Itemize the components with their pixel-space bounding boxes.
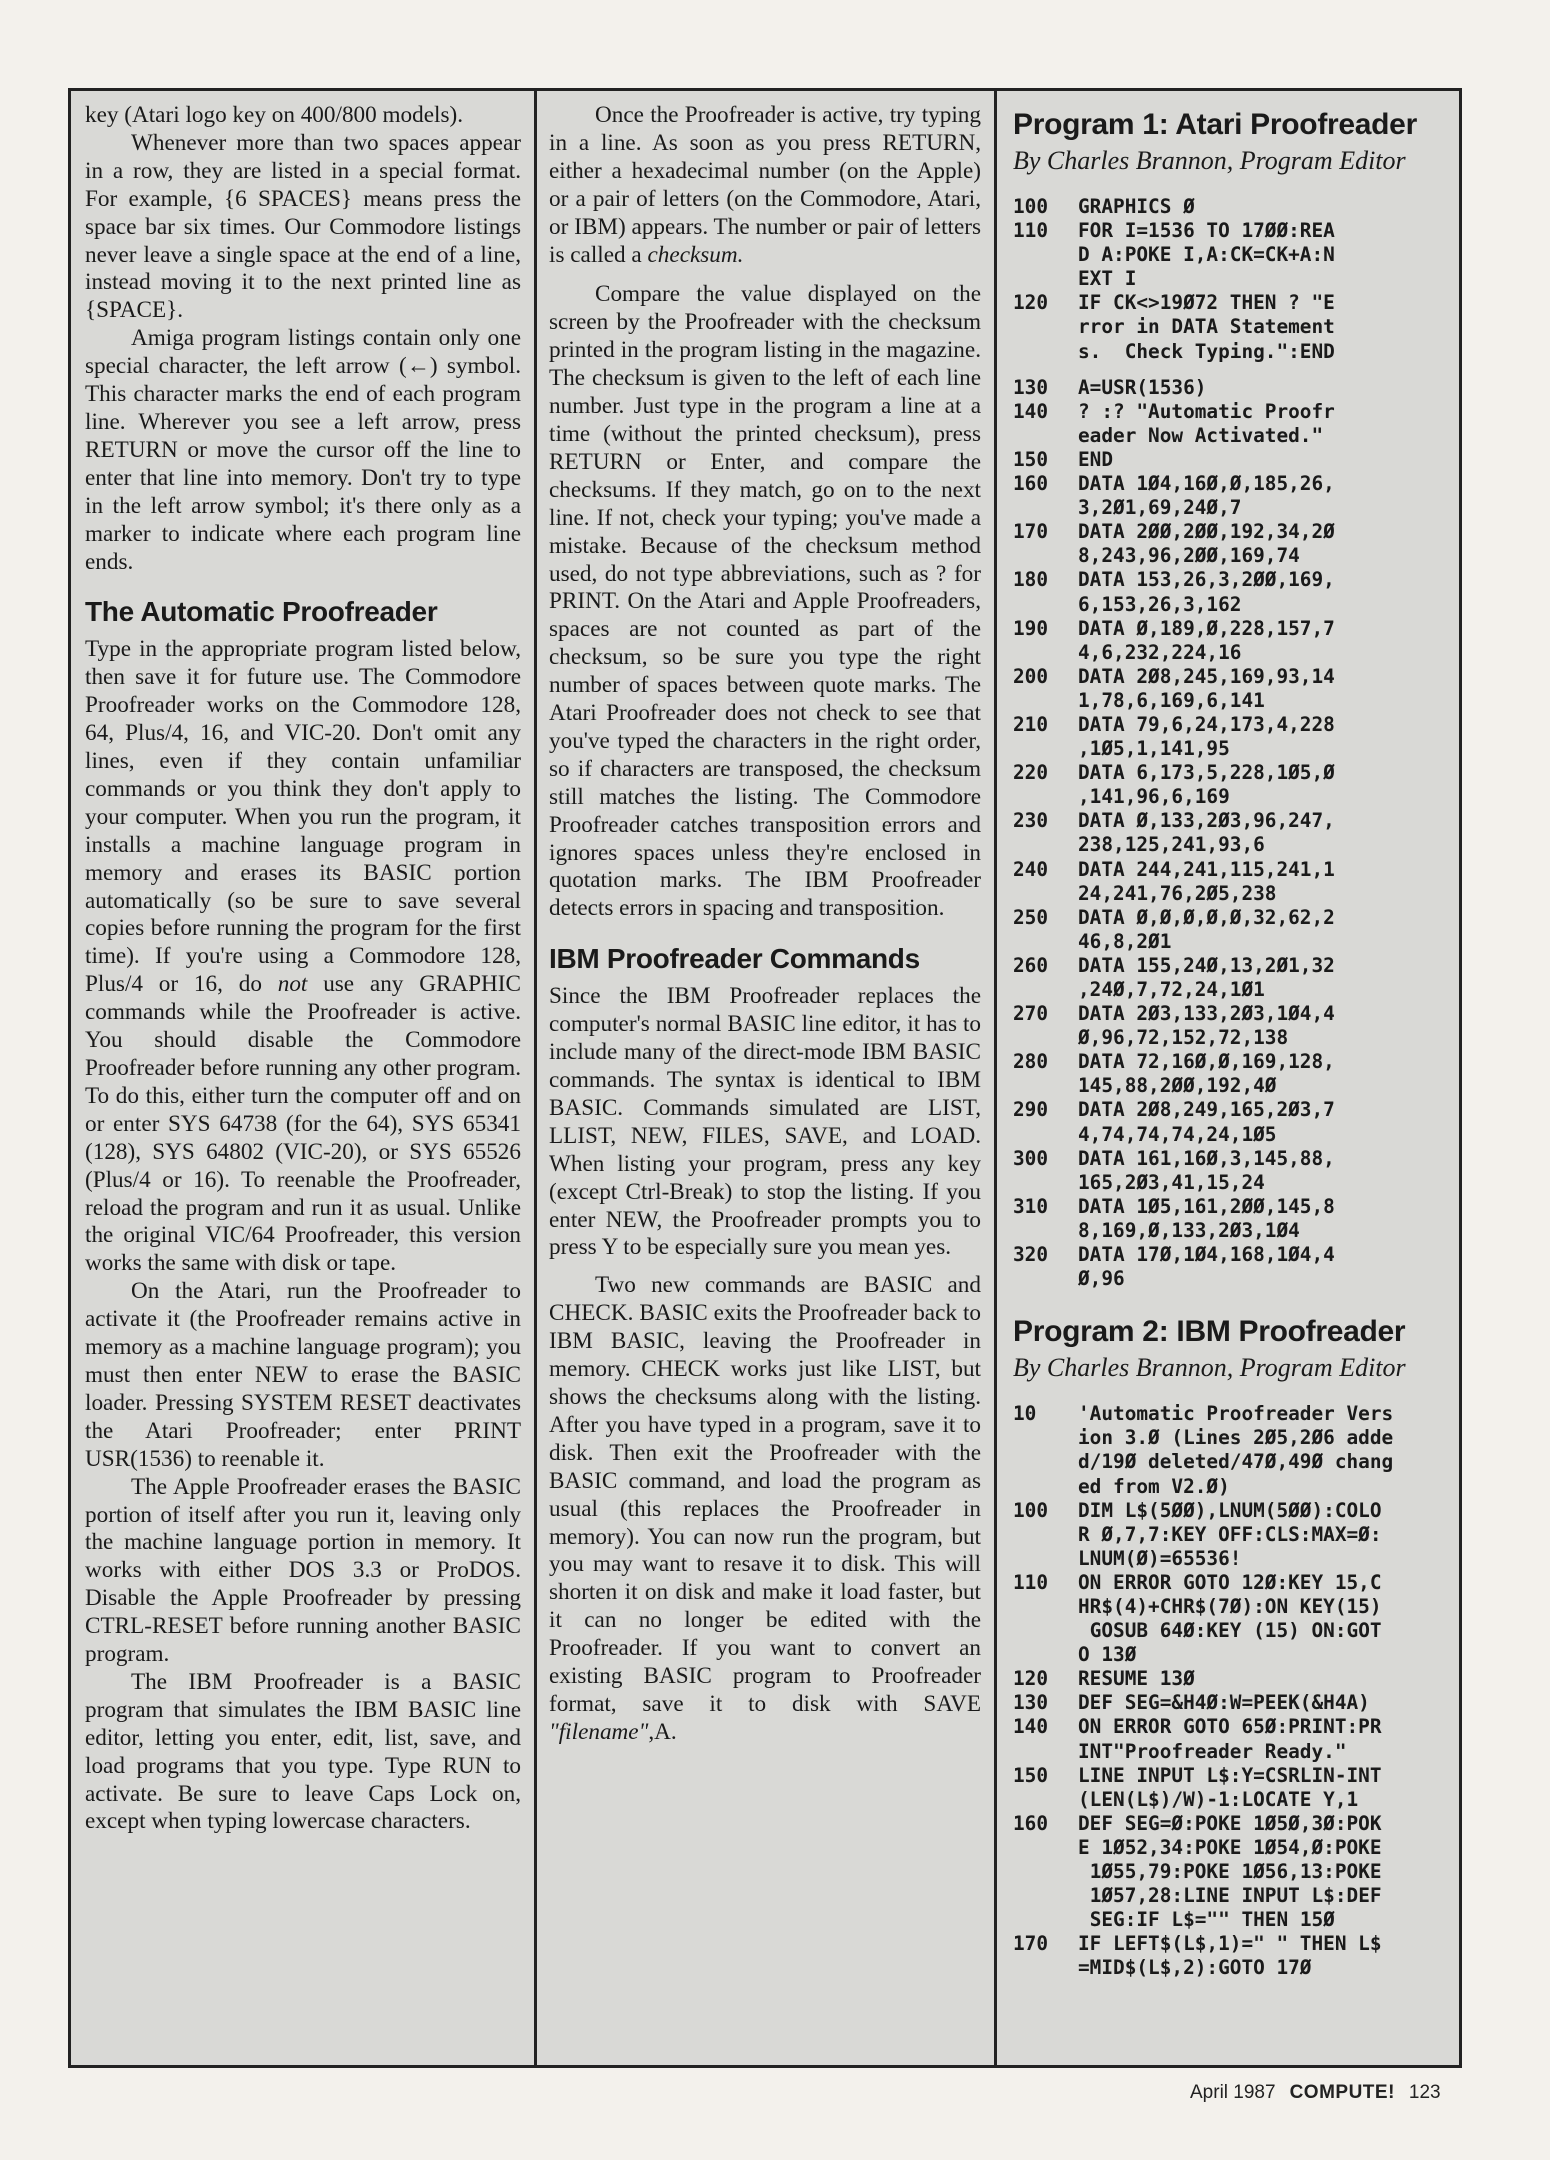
line-number: 170 bbox=[1013, 520, 1049, 544]
column-2 bbox=[535, 88, 995, 2068]
code-line bbox=[1013, 1667, 1450, 1691]
line-number: 190 bbox=[1013, 616, 1049, 640]
line-number: 120 bbox=[1013, 291, 1049, 315]
paragraph: The Apple Proofreader erases the BASIC portion of itself after you run it, leaving only the machine language portion in memory. It works with either DOS 3.3 or ProDOS. Disable the Apple Proofreader by pressing CTRL-RESET before running another BASIC program. bbox=[85, 1473, 521, 1668]
code-line bbox=[1013, 1147, 1450, 1195]
line-code: A=USR(1536) bbox=[1078, 375, 1207, 399]
line-number: 140 bbox=[1013, 399, 1049, 423]
code-line bbox=[1013, 1764, 1450, 1812]
issue-date: April 1987 bbox=[1190, 2082, 1276, 2103]
code-line bbox=[1013, 291, 1450, 363]
line-number: 130 bbox=[1013, 375, 1049, 399]
line-number: 240 bbox=[1013, 857, 1049, 881]
line-code: DIM L$(5ØØ),LNUM(5ØØ):COLO R Ø,7,7:KEY OFF:CLS:MAX=Ø: LNUM(Ø)=65536! bbox=[1078, 1498, 1382, 1570]
line-number: 160 bbox=[1013, 472, 1049, 496]
program-2-title: Program 2: IBM Proofreader bbox=[1013, 1315, 1406, 1349]
line-number: 110 bbox=[1013, 219, 1049, 243]
code-line bbox=[1013, 448, 1450, 472]
line-code: DATA 1Ø4,16Ø,Ø,185,26, 3,2Ø1,69,24Ø,7 bbox=[1078, 472, 1335, 520]
paragraph: The IBM Proofreader is a BASIC program that simulates the IBM BASIC line editor, letting you enter, edit, list, save, and load programs that you type. Type RUN to activate. Be sure to leave Caps Lock on, except when typing lowercase characters. bbox=[85, 1668, 521, 1835]
emphasis-filename: "filename" bbox=[549, 1718, 649, 1745]
line-number: 250 bbox=[1013, 905, 1049, 929]
line-number: 110 bbox=[1013, 1570, 1049, 1594]
section-heading-ibm-commands: IBM Proofreader Commands bbox=[549, 943, 920, 975]
line-code: DATA 79,6,24,173,4,228 ,1Ø5,1,141,95 bbox=[1078, 712, 1335, 761]
line-code: DATA 244,241,115,241,1 24,241,76,2Ø5,238 bbox=[1078, 857, 1335, 905]
line-code: ? :? "Automatic Proofr eader Now Activated." bbox=[1078, 399, 1335, 447]
line-code: DATA 2Ø8,245,169,93,14 1,78,6,169,6,141 bbox=[1078, 664, 1335, 712]
code-line bbox=[1013, 1691, 1450, 1715]
paragraph: Compare the value displayed on the screen by the Proofreader with the checksum printed in the program listing in the magazine. The checksum is given to the left of each line number. Just type in the program a line at a time (without the printed checksum), press RETURN or Enter, and compare the checksums. If they match, go on to the next line. If not, check your typing; you've made a mistake. Because of the checksum method used, do not type abbreviations, such as ? for PRINT. On the Atari and Apple Proofreaders, spaces are not counted as part of the checksum, so be sure you type the right number of spaces between quote marks. The Atari Proofreader does not check to see that you've typed the characters in the right order, so if characters are transposed, the checksum still matches the listing. The Commodore Proofreader catches transposition errors and ignores spaces unless they're enclosed in quotation marks. The IBM Proofreader detects errors in spacing and transposition. bbox=[549, 281, 981, 922]
program-2-listing bbox=[1013, 1402, 1450, 1980]
code-line bbox=[1013, 906, 1450, 954]
paragraph: Whenever more than two spaces appear in a row, they are listed in a special format. For example, {6 SPACES} means press the space bar six times. Our Commodore listings never leave a single space at the end of a line, instead moving it to the next printed line as {SPACE}. bbox=[85, 129, 521, 324]
line-number: 220 bbox=[1013, 761, 1049, 785]
code-line bbox=[1013, 809, 1450, 857]
text-run: Two new commands are BASIC and CHECK. BASIC exits the Proofreader back to IBM BASIC, leaving the Proofreader in memory. CHECK works just like LIST, but shows the checksums along with the listing. After you have typed in a program, save it to disk. Then exit the Proofreader with the BASIC command, and load the program as usual (this replaces the Proofreader in memory). You can now run the program, but you may want to resave it to disk. This will shorten it on disk and make it load faster, but it can no longer be edited with the Proofreader. If you want to convert an existing BASIC program to Proofreader format, save it to disk with SAVE bbox=[549, 1272, 981, 1717]
program-1-byline: By Charles Brannon, Program Editor bbox=[1013, 146, 1406, 175]
line-number: 150 bbox=[1013, 1763, 1049, 1787]
line-code: DATA 6,173,5,228,1Ø5,Ø ,141,96,6,169 bbox=[1078, 761, 1335, 809]
line-code: LINE INPUT L$:Y=CSRLIN-INT (LEN(L$)/W)-1:LOCATE Y,1 bbox=[1078, 1763, 1382, 1811]
line-number: 280 bbox=[1013, 1050, 1049, 1074]
emphasis-not: not bbox=[277, 971, 308, 998]
code-line bbox=[1013, 400, 1450, 448]
code-line bbox=[1013, 1243, 1450, 1291]
text-run: Once the Proofreader is active, try typing in a line. As soon as you press RETURN, either a hexadecimal number (on the Apple) or a pair of letters (on the Commodore, Atari, or IBM) appears. The number or pair of letters is called a bbox=[549, 102, 981, 268]
line-code: DATA 2Ø8,249,165,2Ø3,7 4,74,74,74,24,1Ø5 bbox=[1078, 1098, 1335, 1146]
program-1-listing bbox=[1013, 195, 1450, 1291]
line-code: FOR I=1536 TO 17ØØ:REA D A:POKE I,A:CK=CK+A:N EXT I bbox=[1078, 219, 1335, 291]
column-3 bbox=[995, 88, 1462, 2068]
code-line bbox=[1013, 761, 1450, 809]
text-run: ,A. bbox=[648, 1718, 677, 1745]
line-code: DATA 72,16Ø,Ø,169,128, 145,88,2ØØ,192,4Ø bbox=[1078, 1050, 1335, 1098]
code-line bbox=[1013, 568, 1450, 616]
line-number: 260 bbox=[1013, 953, 1049, 977]
line-number: 100 bbox=[1013, 1498, 1049, 1522]
paragraph: On the Atari, run the Proofreader to activate it (the Proofreader remains active in memory as a machine language program); you must then enter NEW to erase the BASIC loader. Pressing SYSTEM RESET deactivates the Atari Proofreader; enter PRINT USR(1536) to reenable it. bbox=[85, 1278, 521, 1472]
line-code: DATA 153,26,3,2ØØ,169, 6,153,26,3,162 bbox=[1078, 568, 1335, 616]
code-line bbox=[1013, 1715, 1450, 1763]
line-number: 10 bbox=[1013, 1402, 1037, 1426]
code-line bbox=[1013, 1002, 1450, 1050]
code-line bbox=[1013, 219, 1450, 291]
line-code: END bbox=[1078, 447, 1114, 471]
line-code: DATA 2Ø3,133,2Ø3,1Ø4,4 Ø,96,72,152,72,138 bbox=[1078, 1002, 1335, 1050]
line-number: 130 bbox=[1013, 1691, 1049, 1715]
paragraph bbox=[549, 102, 981, 269]
code-line bbox=[1013, 1195, 1450, 1243]
line-code: DATA 2ØØ,2ØØ,192,34,2Ø 8,243,96,2ØØ,169,74 bbox=[1078, 520, 1335, 568]
line-code: ON ERROR GOTO 65Ø:PRINT:PR INT"Proofreader Ready." bbox=[1078, 1715, 1382, 1763]
paragraph: Since the IBM Proofreader replaces the computer's normal BASIC line editor, it has to include many of the direct-mode IBM BASIC commands. The syntax is identical to IBM BASIC. Commands simulated are LIST, LLIST, NEW, FILES, SAVE, and LOAD. When listing your program, press any key (except Ctrl-Break) to stop the listing. If you enter NEW, the Proofreader prompts you to press Y to be especially sure you mean yes. bbox=[549, 983, 981, 1261]
line-number: 320 bbox=[1013, 1243, 1049, 1267]
program-2-byline: By Charles Brannon, Program Editor bbox=[1013, 1353, 1406, 1383]
text-run: Type in the appropriate program listed below, then save it for future use. The Commodore Proofreader works on the Commodore 128, 64, Plus/4, 16, and VIC-20. Don't omit any lines, even if they contain unfamiliar commands or you think they don't apply to your computer. When you run the program, it installs a machine language program in memory and erases its BASIC portion automatically (so be sure to save several copies before running the program for the first time). If you're using a Commodore 128, Plus/4 or 16, do bbox=[85, 636, 521, 998]
line-code: GRAPHICS Ø bbox=[1078, 195, 1195, 218]
emphasis-checksum: checksum. bbox=[647, 241, 744, 268]
line-code: DATA 155,24Ø,13,2Ø1,32 ,24Ø,7,72,24,1Ø1 bbox=[1078, 953, 1335, 1001]
code-line bbox=[1013, 376, 1450, 400]
page-number: 123 bbox=[1408, 2082, 1441, 2103]
line-number: 300 bbox=[1013, 1146, 1049, 1170]
code-line bbox=[1013, 1098, 1450, 1146]
line-code: DATA Ø,133,2Ø3,96,247, 238,125,241,93,6 bbox=[1078, 809, 1335, 857]
code-line bbox=[1013, 665, 1450, 713]
code-line bbox=[1013, 472, 1450, 520]
code-line bbox=[1013, 1812, 1450, 1932]
line-number: 120 bbox=[1013, 1667, 1049, 1691]
section-heading-automatic-proofreader: The Automatic Proofreader bbox=[85, 596, 438, 628]
line-number: 200 bbox=[1013, 664, 1049, 688]
line-code: DEF SEG=&H4Ø:W=PEEK(&H4A) bbox=[1078, 1691, 1370, 1715]
line-code: DATA 17Ø,1Ø4,168,1Ø4,4 Ø,96 bbox=[1078, 1243, 1335, 1291]
line-number: 150 bbox=[1013, 447, 1049, 471]
line-code: ON ERROR GOTO 12Ø:KEY 15,C HR$(4)+CHR$(7Ø):ON KEY(15) GOSUB 64Ø:KEY (15) ON:GOT O 13Ø bbox=[1078, 1570, 1382, 1667]
program-1-title: Program 1: Atari Proofreader bbox=[1013, 108, 1417, 141]
line-number: 140 bbox=[1013, 1715, 1049, 1739]
code-line bbox=[1013, 858, 1450, 906]
line-number: 290 bbox=[1013, 1098, 1049, 1122]
code-line bbox=[1013, 195, 1450, 219]
code-line bbox=[1013, 713, 1450, 761]
line-code: DATA Ø,Ø,Ø,Ø,Ø,32,62,2 46,8,2Ø1 bbox=[1078, 905, 1335, 953]
code-line bbox=[1013, 1499, 1450, 1571]
paragraph bbox=[85, 636, 521, 1278]
code-line bbox=[1013, 1050, 1450, 1098]
code-line bbox=[1013, 954, 1450, 1002]
line-number: 310 bbox=[1013, 1194, 1049, 1218]
column-1 bbox=[71, 88, 535, 2068]
paragraph bbox=[549, 1272, 981, 1746]
line-code: IF LEFT$(L$,1)=" " THEN L$ =MID$(L$,2):GOTO 17Ø bbox=[1078, 1932, 1382, 1980]
line-number: 270 bbox=[1013, 1002, 1049, 1026]
line-code: DATA 1Ø5,161,2ØØ,145,8 8,169,Ø,133,2Ø3,1Ø4 bbox=[1078, 1194, 1335, 1242]
code-line bbox=[1013, 617, 1450, 665]
line-code: DEF SEG=Ø:POKE 1Ø5Ø,3Ø:POK E 1Ø52,34:POKE 1Ø54,Ø:POKE 1Ø55,79:POKE 1Ø56,13:POKE 1Ø57,28:LINE INPUT L$:DEF SEG:IF L$="" THEN 15Ø bbox=[1078, 1811, 1382, 1932]
line-number: 230 bbox=[1013, 809, 1049, 833]
code-line bbox=[1013, 1571, 1450, 1667]
text-run: use any GRAPHIC commands while the Proofreader is active. You should disable the Commodore Proofreader before running any other program. To do this, either turn the computer off and on or enter SYS 64738 (for the 64), SYS 65341 (128), SYS 64802 (VIC-20), or SYS 65526 (Plus/4 or 16). To reenable the Proofreader, reload the program and run it as usual. Unlike the original VIC/64 Proofreader, this version works the same with disk or tape. bbox=[85, 971, 521, 1277]
magazine-name: COMPUTE! bbox=[1289, 2082, 1395, 2103]
line-number: 180 bbox=[1013, 568, 1049, 592]
code-line bbox=[1013, 1932, 1450, 1980]
paragraph: key (Atari logo key on 400/800 models). bbox=[85, 102, 464, 128]
line-code: RESUME 13Ø bbox=[1078, 1667, 1195, 1691]
line-number: 100 bbox=[1013, 195, 1049, 218]
line-code: IF CK<>19Ø72 THEN ? "E rror in DATA Statement s. Check Typing.":END bbox=[1078, 291, 1335, 363]
line-number: 160 bbox=[1013, 1811, 1049, 1835]
code-line bbox=[1013, 520, 1450, 568]
line-number: 170 bbox=[1013, 1932, 1049, 1956]
line-number: 210 bbox=[1013, 712, 1049, 736]
line-code: 'Automatic Proofreader Vers ion 3.Ø (Lines 2Ø5,2Ø6 adde d/19Ø deleted/47Ø,49Ø chang ed from V2.Ø) bbox=[1078, 1402, 1394, 1498]
code-line bbox=[1013, 1402, 1450, 1498]
paragraph: Amiga program listings contain only one special character, the left arrow (←) symbol. This character marks the end of each program line. Wherever you see a left arrow, press RETURN or move the cursor off the line to enter that line into memory. Don't try to type in the left arrow symbol; it's there only as a marker to indicate where each program line ends. bbox=[85, 325, 521, 575]
page-footer bbox=[1190, 2082, 1441, 2104]
line-code: DATA 161,16Ø,3,145,88, 165,2Ø3,41,15,24 bbox=[1078, 1146, 1335, 1194]
line-code: DATA Ø,189,Ø,228,157,7 4,6,232,224,16 bbox=[1078, 616, 1335, 664]
